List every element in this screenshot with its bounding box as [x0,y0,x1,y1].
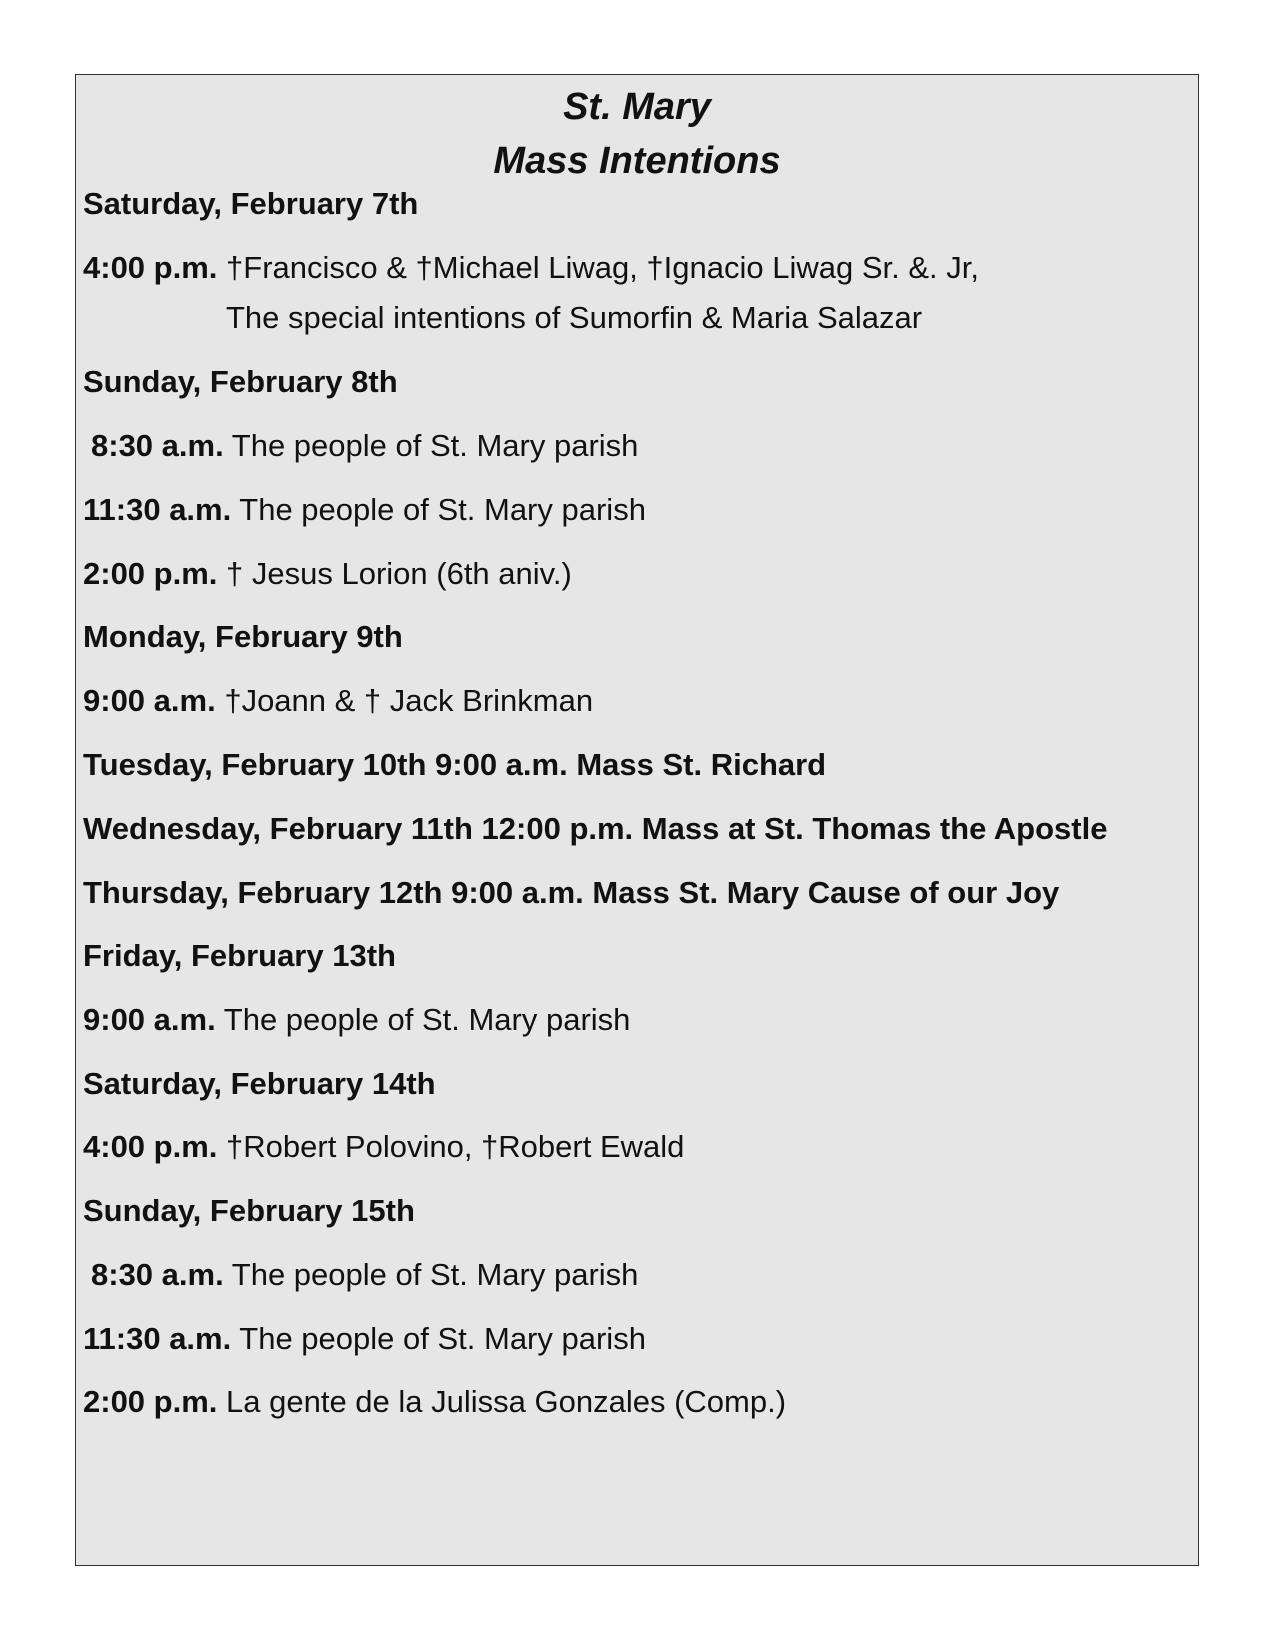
mass-time: 8:30 a.m. [91,428,224,463]
page-title: Mass Intentions [493,140,781,182]
day-heading-sun-feb-15: Sunday, February 15th [83,1193,415,1228]
day-heading-fri-feb-13: Friday, February 13th [83,938,396,973]
church-name-title: St. Mary [563,86,711,128]
mass-time: 4:00 p.m. [83,1129,218,1164]
mass-time: 11:30 a.m. [83,1321,232,1356]
mass-time: 2:00 p.m. [83,556,218,591]
mass-intention: The people of St. Mary parish [223,1002,631,1037]
mass-entry-sun-feb-8-2pm [83,555,572,593]
mass-intention: †Robert Polovino, †Robert Ewald [226,1129,685,1164]
day-heading-tue-feb-10: Tuesday, February 10th 9:00 a.m. Mass St. Richard [83,747,827,782]
mass-intentions-panel [75,74,1199,1566]
mass-intention: † Jesus Lorion (6th aniv.) [226,556,572,591]
mass-intention: †Joann & † Jack Brinkman [224,683,594,718]
mass-time: 9:00 a.m. [83,1002,216,1037]
mass-intention: The people of St. Mary parish [231,1257,639,1292]
day-heading-sun-feb-8: Sunday, February 8th [83,364,398,399]
mass-entry-sat-feb-14-4pm [83,1128,684,1166]
day-heading-thu-feb-12: Thursday, February 12th 9:00 a.m. Mass St. Mary Cause of our Joy [83,875,1060,910]
mass-time: 11:30 a.m. [83,492,232,527]
mass-intention: The people of St. Mary parish [239,492,646,527]
mass-intention: La gente de la Julissa Gonzales (Comp.) [226,1384,787,1419]
mass-time: 4:00 p.m. [83,250,218,285]
mass-time: 9:00 a.m. [83,683,216,718]
day-heading-sat-feb-14: Saturday, February 14th [83,1066,436,1101]
mass-time: 2:00 p.m. [83,1384,218,1419]
mass-time: 8:30 a.m. [91,1257,224,1292]
day-heading-sat-feb-7: Saturday, February 7th [83,186,419,221]
mass-intention: The people of St. Mary parish [231,428,639,463]
mass-intention-continuation: The special intentions of Sumorfin & Maria Salazar [226,300,923,335]
mass-entry-sun-feb-15-2pm [83,1383,786,1421]
mass-entry-fri-feb-13-9am [83,1001,630,1039]
mass-entry-sun-feb-8-1130am [83,491,646,529]
mass-intention: The people of St. Mary parish [239,1321,646,1356]
mass-entry-sat-feb-7-4pm [83,249,979,287]
mass-entry-sun-feb-15-1130am [83,1320,646,1358]
day-heading-mon-feb-9: Monday, February 9th [83,619,403,654]
mass-entry-sun-feb-15-830am [91,1256,638,1294]
mass-entry-sun-feb-8-830am [91,427,638,465]
day-heading-wed-feb-11: Wednesday, February 11th 12:00 p.m. Mass at St. Thomas the Apostle [83,811,1108,846]
mass-intention: †Francisco & †Michael Liwag, †Ignacio Liwag Sr. &. Jr, [226,250,979,285]
mass-entry-mon-feb-9-9am [83,682,593,720]
